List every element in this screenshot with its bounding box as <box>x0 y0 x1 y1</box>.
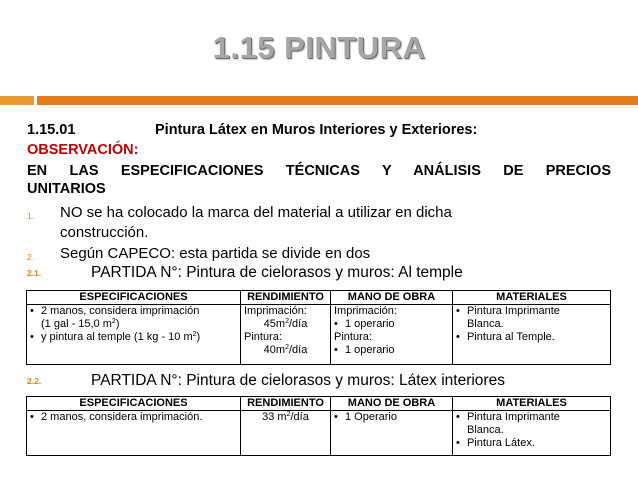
table-row <box>27 305 611 365</box>
header-especificaciones: ESPECIFICACIONES <box>27 291 241 305</box>
bullet-item: • 1 Operario <box>334 411 449 424</box>
bullet-item: • Pintura Imprimante <box>456 411 607 424</box>
cell-mano-de-obra <box>331 411 453 456</box>
bullet-item: • y pintura al temple (1 kg - 10 $m^2$) <box>30 331 237 344</box>
bullet-item: • Pintura al Temple. <box>456 331 607 344</box>
bullet-item: • 1 operario <box>334 318 449 331</box>
bullet-item: • 1 operario <box>334 344 449 357</box>
cell-rendimiento: 33 $m^2$/día <box>241 411 331 456</box>
table-latex <box>26 396 611 456</box>
bullet-item-cont: (1 gal - 15,0 $m^2$) <box>41 318 120 330</box>
header-materiales: MATERIALES <box>453 291 611 305</box>
accent-bar-left <box>0 96 34 105</box>
slide-title: 1.15 PINTURA <box>212 30 426 65</box>
observation-line-1: EN LAS ESPECIFICACIONES TÉCNICAS Y ANÁLISIS DE PRECIOS <box>27 163 611 179</box>
table-header-row <box>27 397 611 411</box>
partida-number: 2.2. <box>27 376 42 386</box>
header-rendimiento: RENDIMIENTO <box>241 291 331 305</box>
bullet-item: • 2 manos, considera imprimación <box>30 305 237 318</box>
bullet-item: • 2 manos, considera imprimación. <box>30 411 237 424</box>
bullet-item: • Pintura Látex. <box>456 437 607 450</box>
list-item-text: construcción. <box>60 224 149 241</box>
cell-rendimiento: Imprimación: $45m^2$/día Pintura: $40m^2$/día <box>241 305 331 365</box>
observation-line-2: UNITARIOS <box>27 181 106 197</box>
cell-especificaciones <box>27 305 241 365</box>
header-materiales: MATERIALES <box>453 397 611 411</box>
partida-label: PARTIDA N°: Pintura de cielorasos y muros: Látex interiores <box>91 372 505 389</box>
list-item-number: 2. <box>27 252 35 262</box>
section-heading <box>27 122 477 138</box>
header-mano-de-obra: MANO DE OBRA <box>331 397 453 411</box>
bullet-item: • Pintura Imprimante <box>456 305 607 318</box>
section-number: 1.15.01 <box>27 122 76 138</box>
header-rendimiento: RENDIMIENTO <box>241 397 331 411</box>
observation-heading: OBSERVACIÓN: <box>27 142 139 158</box>
list-item-number: 1. <box>27 211 35 221</box>
list-item-text: NO se ha colocado la marca del material a utilizar en dicha <box>60 204 452 221</box>
table-temple <box>26 290 611 365</box>
cell-especificaciones <box>27 411 241 456</box>
accent-bar-right <box>37 96 638 105</box>
section-label: Pintura Látex en Muros Interiores y Exteriores: <box>155 122 478 138</box>
cell-materiales: • Pintura Imprimante Blanca. • Pintura Látex. <box>453 411 611 456</box>
list-item-text: Según CAPECO: esta partida se divide en dos <box>60 245 371 262</box>
partida-number: 2.1. <box>27 268 42 278</box>
header-especificaciones: ESPECIFICACIONES <box>27 397 241 411</box>
partida-label: PARTIDA N°: Pintura de cielorasos y muros: Al temple <box>91 264 463 281</box>
cell-mano-de-obra: Imprimación: • 1 operario Pintura: • 1 operario <box>331 305 453 365</box>
table-header-row <box>27 291 611 305</box>
cell-materiales: • Pintura Imprimante Blanca. • Pintura al Temple. <box>453 305 611 365</box>
header-mano-de-obra: MANO DE OBRA <box>331 291 453 305</box>
table-row <box>27 411 611 456</box>
